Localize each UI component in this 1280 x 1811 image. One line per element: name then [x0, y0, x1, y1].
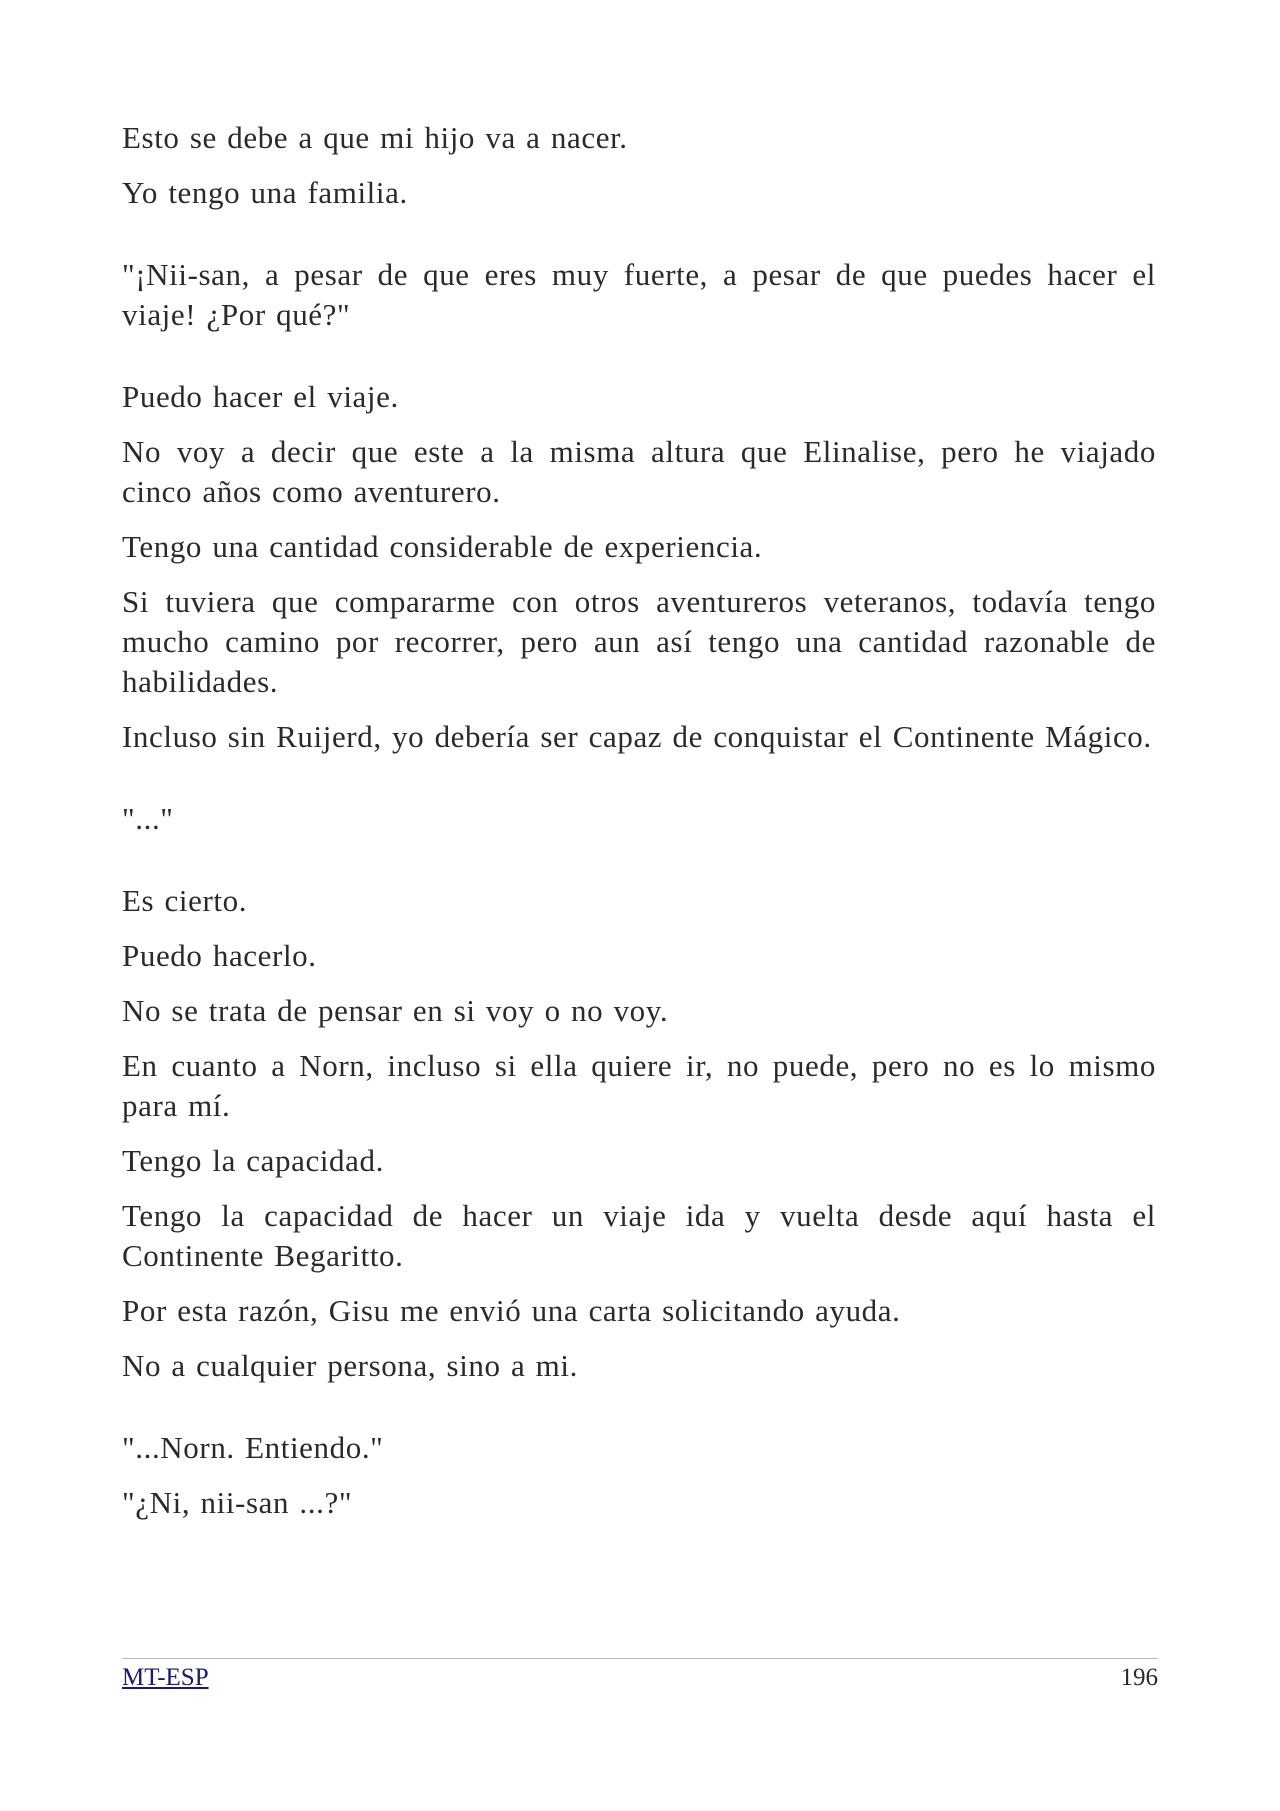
- dialogue-line: "...Norn. Entiendo.": [122, 1430, 384, 1465]
- paragraph: Puedo hacer el viaje.: [122, 379, 399, 414]
- paragraph: No a cualquier persona, sino a mi.: [122, 1348, 578, 1383]
- paragraph: No se trata de pensar en si voy o no voy.: [122, 993, 669, 1028]
- paragraph: Puedo hacerlo.: [122, 938, 317, 973]
- paragraph: Yo tengo una familia.: [122, 175, 408, 210]
- paragraph: Esto se debe a que mi hijo va a nacer.: [122, 120, 628, 155]
- paragraph: Incluso sin Ruijerd, yo debería ser capaz de conquistar el Continente Mágico.: [122, 719, 1152, 754]
- page-footer: [122, 1658, 1158, 1693]
- paragraph: Tengo una cantidad considerable de experiencia.: [122, 529, 763, 564]
- dialogue-line: "¡Nii-san, a pesar de que eres muy fuerte, a pesar de que puedes hacer el viaje! ¿Por qué?": [122, 257, 1156, 332]
- page-body: [122, 118, 1156, 1538]
- dialogue-line: "...": [122, 801, 174, 836]
- paragraph: Por esta razón, Gisu me envió una carta solicitando ayuda.: [122, 1293, 901, 1328]
- paragraph: Es cierto.: [122, 883, 248, 918]
- paragraph: No voy a decir que este a la misma altura que Elinalise, pero he viajado cinco años como aventurero.: [122, 434, 1156, 509]
- paragraph: Si tuviera que compararme con otros aventureros veteranos, todavía tengo mucho camino por recorrer, pero aun así tengo una cantidad razonable de habilidades.: [122, 584, 1156, 699]
- paragraph: En cuanto a Norn, incluso si ella quiere ir, no puede, pero no es lo mismo para mí.: [122, 1048, 1156, 1123]
- page-number: 196: [1120, 1664, 1158, 1691]
- footer-link[interactable]: MT-ESP: [122, 1664, 209, 1691]
- dialogue-line: "¿Ni, nii-san ...?": [122, 1485, 353, 1520]
- paragraph: Tengo la capacidad de hacer un viaje ida y vuelta desde aquí hasta el Continente Begaritto.: [122, 1198, 1156, 1273]
- paragraph: Tengo la capacidad.: [122, 1143, 384, 1178]
